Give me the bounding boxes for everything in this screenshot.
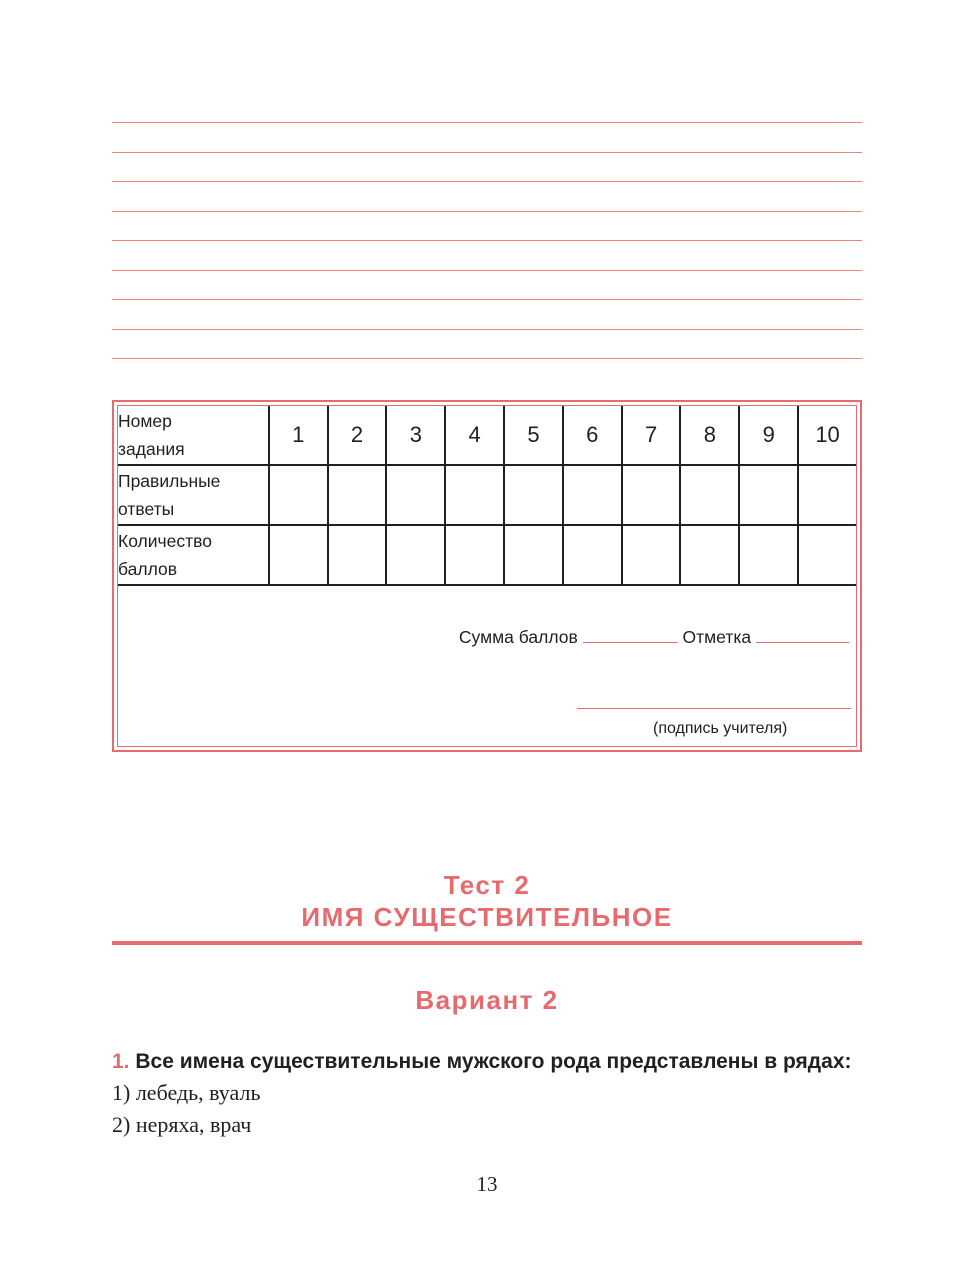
writing-line[interactable] bbox=[112, 211, 862, 212]
mark-blank[interactable] bbox=[756, 628, 849, 643]
signature-caption: (подпись учителя) bbox=[653, 720, 788, 737]
writing-line[interactable] bbox=[112, 181, 862, 182]
writing-line[interactable] bbox=[112, 299, 862, 300]
answer-cell[interactable] bbox=[798, 465, 856, 525]
answer-cell[interactable] bbox=[445, 465, 504, 525]
points-cell[interactable] bbox=[386, 525, 445, 585]
task-number-cell: 6 bbox=[563, 406, 622, 465]
points-cell[interactable] bbox=[798, 525, 856, 585]
task-number-cell: 9 bbox=[739, 406, 798, 465]
points-cell[interactable] bbox=[328, 525, 387, 585]
task-number-cell: 8 bbox=[680, 406, 739, 465]
task-number-cell: 5 bbox=[504, 406, 563, 465]
points-row bbox=[118, 525, 856, 585]
writing-line[interactable] bbox=[112, 270, 862, 271]
answer-option: 1) лебедь, вуаль bbox=[112, 1080, 261, 1105]
task-number-cell: 1 bbox=[269, 406, 328, 465]
question-text: Все имена существительные мужского рода представлены в рядах: bbox=[135, 1050, 852, 1073]
writing-line[interactable] bbox=[112, 122, 862, 123]
points-cell[interactable] bbox=[563, 525, 622, 585]
writing-line[interactable] bbox=[112, 152, 862, 153]
points-cell[interactable] bbox=[445, 525, 504, 585]
row-label-correct-answers: Правильные ответы bbox=[118, 465, 269, 525]
writing-lines bbox=[112, 122, 862, 388]
variant-title: Вариант 2 bbox=[415, 985, 559, 1015]
test-title: Тест 2 bbox=[443, 870, 531, 900]
writing-line[interactable] bbox=[112, 329, 862, 330]
signature-line[interactable] bbox=[577, 708, 851, 709]
title-divider bbox=[112, 941, 862, 945]
correct-answers-row bbox=[118, 465, 856, 525]
answer-cell[interactable] bbox=[739, 465, 798, 525]
task-number-cell: 10 bbox=[798, 406, 856, 465]
question-1 bbox=[112, 1050, 852, 1074]
task-number-cell: 4 bbox=[445, 406, 504, 465]
task-number-cell: 2 bbox=[328, 406, 387, 465]
writing-line[interactable] bbox=[112, 240, 862, 241]
answer-option: 2) неряха, врач bbox=[112, 1112, 252, 1137]
task-number-row bbox=[118, 406, 856, 465]
sum-blank[interactable] bbox=[583, 628, 678, 643]
points-cell[interactable] bbox=[504, 525, 563, 585]
question-number: 1. bbox=[112, 1050, 130, 1073]
answer-cell[interactable] bbox=[328, 465, 387, 525]
test-subtitle: ИМЯ СУЩЕСТВИТЕЛЬНОЕ bbox=[301, 902, 673, 932]
score-table-inner bbox=[117, 405, 857, 747]
answer-cell[interactable] bbox=[504, 465, 563, 525]
row-label-task-number: Номер задания bbox=[118, 406, 269, 465]
points-cell[interactable] bbox=[269, 525, 328, 585]
answer-cell[interactable] bbox=[563, 465, 622, 525]
task-number-cell: 3 bbox=[386, 406, 445, 465]
score-table bbox=[112, 400, 862, 752]
points-cell[interactable] bbox=[739, 525, 798, 585]
answer-cell[interactable] bbox=[680, 465, 739, 525]
score-summary bbox=[459, 627, 849, 648]
mark-label: Отметка bbox=[682, 627, 752, 647]
answer-cell[interactable] bbox=[386, 465, 445, 525]
answer-cell[interactable] bbox=[622, 465, 681, 525]
sum-label: Сумма баллов bbox=[458, 627, 578, 647]
score-grid bbox=[118, 406, 856, 586]
points-cell[interactable] bbox=[622, 525, 681, 585]
writing-line[interactable] bbox=[112, 358, 862, 359]
row-label-points: Количество баллов bbox=[118, 525, 269, 585]
task-number-cell: 7 bbox=[622, 406, 681, 465]
page-number: 13 bbox=[476, 1172, 498, 1196]
answer-cell[interactable] bbox=[269, 465, 328, 525]
points-cell[interactable] bbox=[680, 525, 739, 585]
